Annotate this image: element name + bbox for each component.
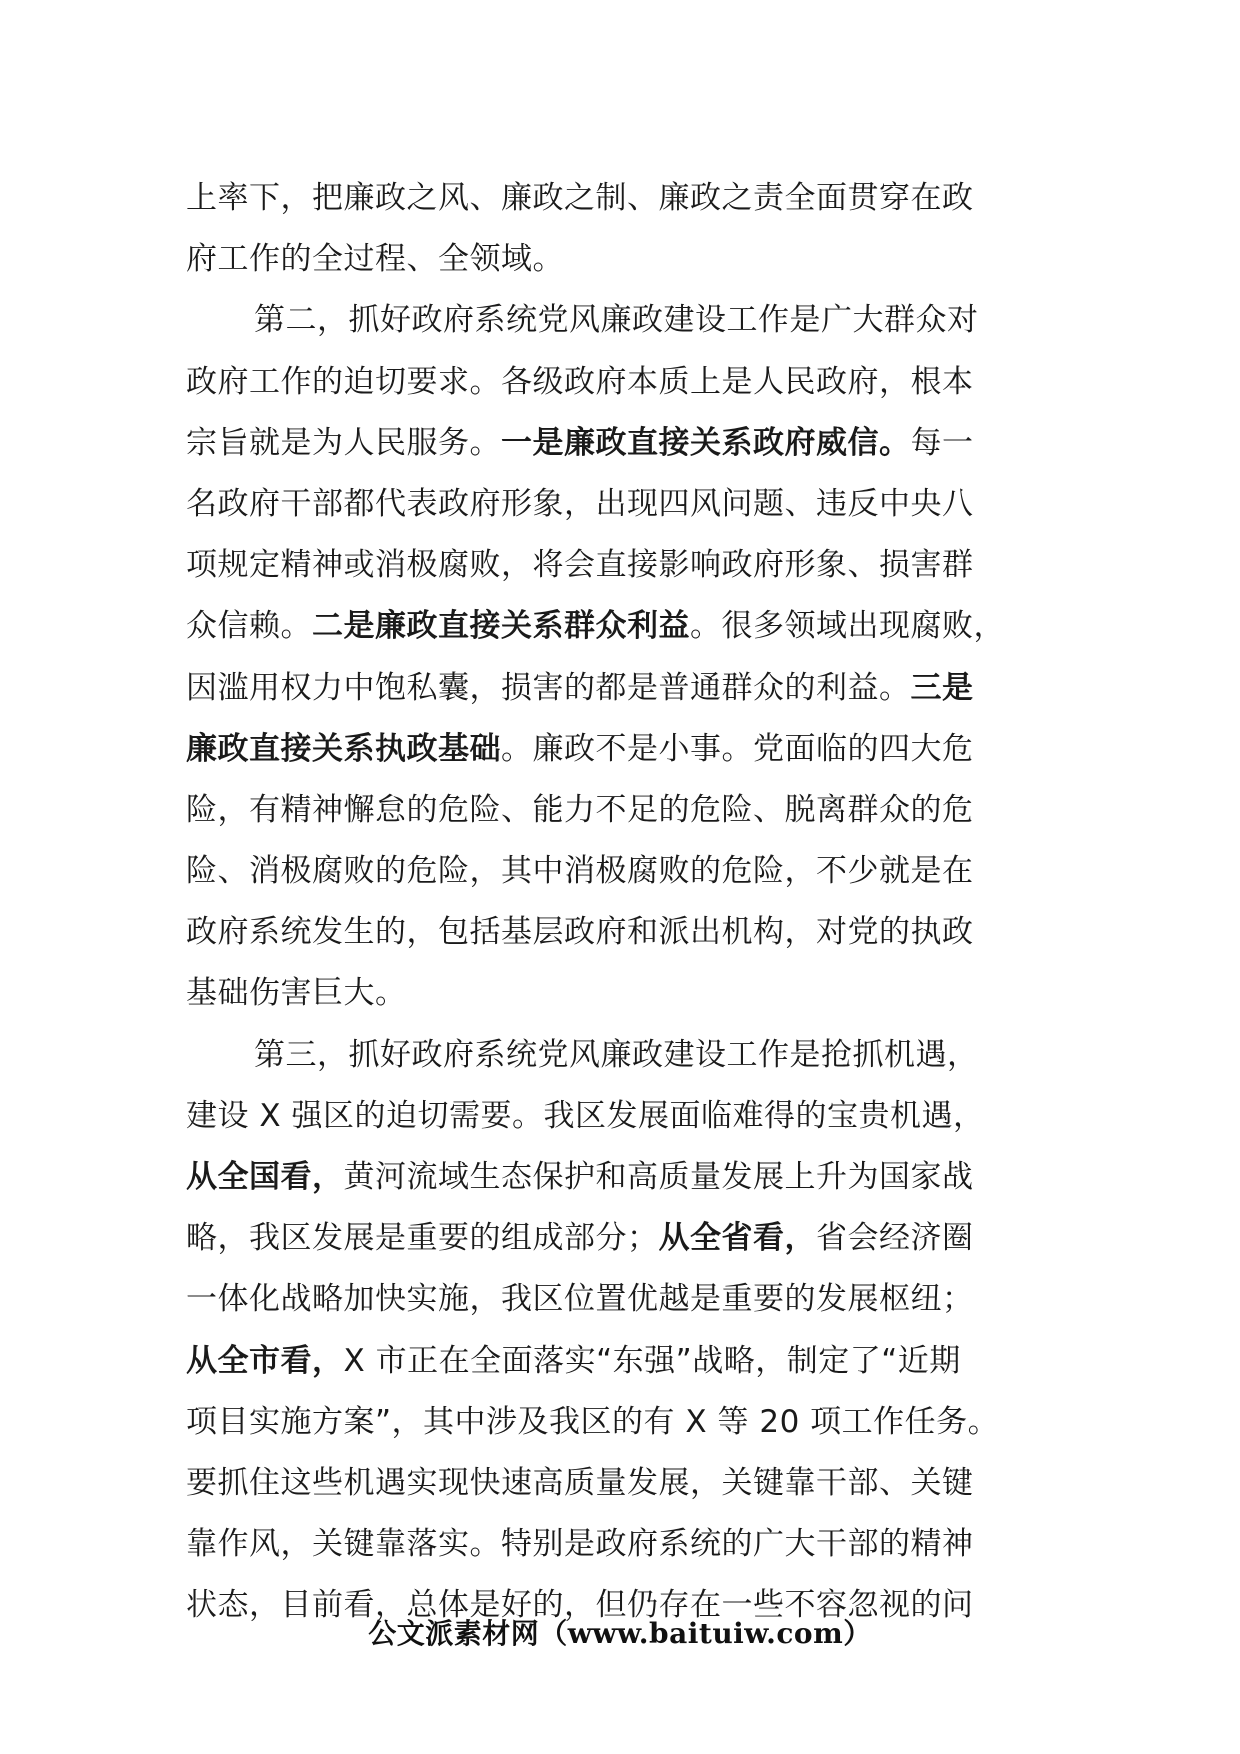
- paragraph-line: 状态，目前看，总体是好的，但仍存在一些不容忽视的问: [186, 1587, 974, 1624]
- paragraph-line: 政府系统发生的，包括基层政府和派出机构，对党的执政: [186, 914, 974, 951]
- paragraph-line: 一体化战略加快实施，我区位置优越是重要的发展枢纽；: [186, 1281, 974, 1318]
- text-run: 每一: [910, 424, 974, 461]
- text-run: 。很多领域出现腐败，: [690, 608, 1005, 645]
- bold-phrase-province: 从全省看，: [658, 1220, 816, 1257]
- paragraph-line: [186, 1331, 1066, 1392]
- paragraph-line: 险，有精神懈怠的危险、能力不足的危险、脱离群众的危: [186, 791, 974, 828]
- paragraph-3: [186, 1025, 1066, 1637]
- text-run: 因滥用权力中饱私囊，损害的都是普通群众的利益。: [186, 669, 911, 706]
- paragraph-line: [186, 658, 1066, 719]
- paragraph-line: 项规定精神或消极腐败，将会直接影响政府形象、损害群: [186, 547, 974, 584]
- paragraph-line: 险、消极腐败的危险，其中消极腐败的危险，不少就是在: [186, 853, 974, 890]
- paragraph-line: 项目实施方案”，其中涉及我区的有 X 等 20 项工作任务。: [186, 1403, 1000, 1440]
- paragraph-line: 府工作的全过程、全领域。: [186, 241, 564, 278]
- document-body: [186, 168, 1066, 1637]
- text-run: 众信赖。: [186, 608, 312, 645]
- paragraph-line: 建设 X 强区的迫切需要。我区发展面临难得的宝贵机遇，: [186, 1097, 985, 1134]
- paragraph-line: 要抓住这些机遇实现快速高质量发展，关键靠干部、关键: [186, 1464, 974, 1501]
- bold-heading-point-2: 二是廉政直接关系群众利益: [312, 608, 690, 645]
- bold-phrase-city: 从全市看，: [186, 1342, 344, 1379]
- bold-heading-point-3-cont: 廉政直接关系执政基础: [186, 730, 501, 767]
- bold-heading-point-3: 三是: [910, 669, 974, 706]
- bold-heading-point-1: 一是廉政直接关系政府威信。: [501, 424, 911, 461]
- paragraph-line: 靠作风，关键靠落实。特别是政府系统的广大干部的精神: [186, 1526, 974, 1563]
- text-run: 略，我区发展是重要的组成部分；: [186, 1220, 659, 1257]
- paragraph-2: [186, 290, 1066, 1024]
- text-run: 省会经济圈: [816, 1220, 974, 1257]
- paragraph-1: [186, 168, 1066, 290]
- paragraph-line: 基础伤害巨大。: [186, 975, 407, 1012]
- paragraph-line: [186, 596, 1066, 657]
- paragraph-line: 名政府干部都代表政府形象，出现四风问题、违反中央八: [186, 485, 974, 522]
- text-run: X 市正在全面落实“东强”战略，制定了“近期: [343, 1342, 961, 1379]
- paragraph-line: 第三，抓好政府系统党风廉政建设工作是抢抓机遇，: [254, 1036, 979, 1073]
- paragraph-line: 政府工作的迫切要求。各级政府本质上是人民政府，根本: [186, 363, 974, 400]
- paragraph-line: [186, 1208, 1066, 1269]
- paragraph-line: 上率下，把廉政之风、廉政之制、廉政之责全面贯穿在政: [186, 180, 974, 216]
- paragraph-line: [186, 719, 1066, 780]
- text-run: 宗旨就是为人民服务。: [186, 424, 501, 461]
- page-footer-watermark: 公文派素材网（www.baituiw.com）: [368, 1617, 872, 1650]
- paragraph-line: 第二，抓好政府系统党风廉政建设工作是广大群众对: [254, 302, 979, 339]
- text-run: 。廉政不是小事。党面临的四大危: [501, 730, 974, 767]
- bold-phrase-national: 从全国看，: [186, 1159, 344, 1195]
- paragraph-line: [186, 1147, 1066, 1208]
- paragraph-line: [186, 413, 1066, 474]
- text-run: 黄河流域生态保护和高质量发展上升为国家战: [343, 1159, 974, 1195]
